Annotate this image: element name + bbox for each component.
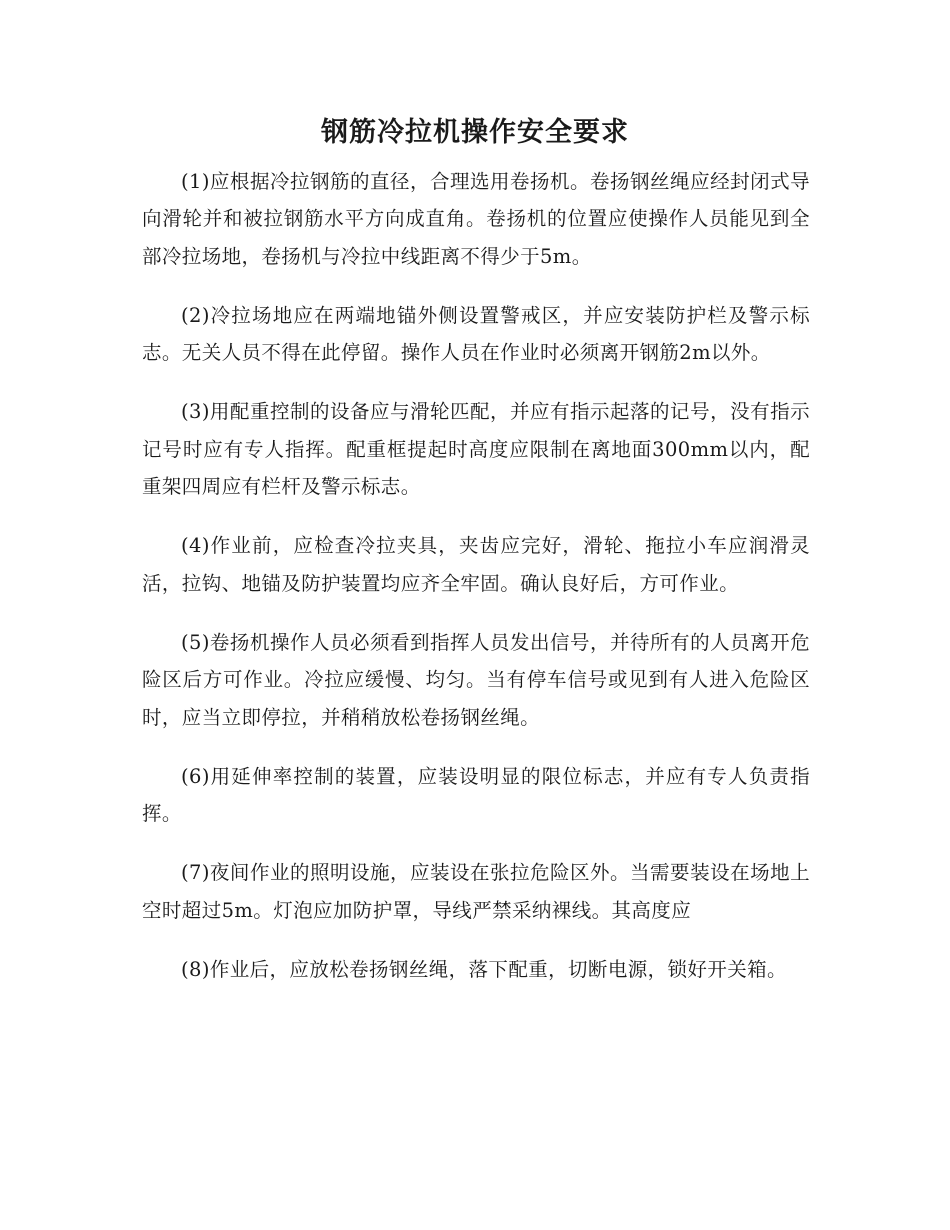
paragraph-3: (3)用配重控制的设备应与滑轮匹配，并应有指示起落的记号，没有指示记号时应有专人指挥。配重框提起时高度应限制在离地面300mm以内，配重架四周应有栏杆及警示标志。 bbox=[142, 400, 810, 499]
paragraph-8: (8)作业后，应放松卷扬钢丝绳，落下配重，切断电源，锁好开关箱。 bbox=[181, 958, 787, 982]
paragraph-5: (5)卷扬机操作人员必须看到指挥人员发出信号，并待所有的人员离开危险区后方可作业。冷拉应缓慢、均匀。当有停车信号或见到有人进入危险区时，应当立即停拉，并稍稍放松卷扬钢丝绳。 bbox=[142, 630, 810, 729]
paragraph-1: (1)应根据冷拉钢筋的直径，合理选用卷扬机。卷扬钢丝绳应经封闭式导向滑轮并和被拉钢筋水平方向成直角。卷扬机的位置应使操作人员能见到全部冷拉场地，卷扬机与冷拉中线距离不得少于5m。 bbox=[142, 170, 810, 268]
paragraph-7: (7)夜间作业的照明设施，应装设在张拉危险区外。当需要装设在场地上空时超过5m。灯泡应加防护罩，导线严禁采纳裸线。其高度应 bbox=[142, 861, 810, 922]
paragraph-2: (2)冷拉场地应在两端地锚外侧设置警戒区，并应安装防护栏及警示标志。无关人员不得在此停留。操作人员在作业时必须离开钢筋2m以外。 bbox=[142, 303, 810, 365]
document-body bbox=[142, 163, 810, 1010]
paragraph-6: (6)用延伸率控制的装置，应装设明显的限位标志，并应有专人负责指挥。 bbox=[142, 764, 810, 826]
paragraph-4: (4)作业前，应检查冷拉夹具，夹齿应完好，滑轮、拖拉小车应润滑灵活，拉钩、地锚及防护装置均应齐全牢固。确认良好后，方可作业。 bbox=[142, 534, 810, 595]
document-title: 钢筋冷拉机操作安全要求 bbox=[321, 117, 629, 148]
